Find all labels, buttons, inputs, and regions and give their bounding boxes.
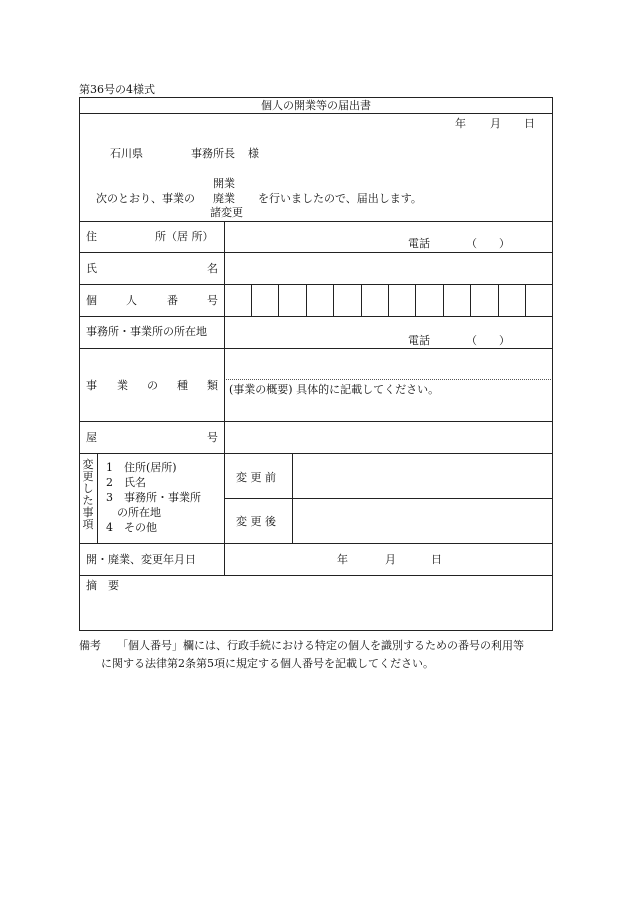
business-type-field[interactable] [225, 349, 552, 379]
individual-number-digit-box[interactable] [279, 285, 306, 316]
business-type-note: (事業の概要) 具体的に記載してください。 [229, 383, 440, 396]
changes-item: の所在地 [106, 506, 161, 519]
address-phone-parens: （ ） [466, 237, 510, 250]
change-date-label: 開・廃業、変更年月日 [86, 553, 196, 566]
individual-number-digit-box[interactable] [416, 285, 443, 316]
individual-number-digit-box[interactable] [526, 285, 552, 316]
addressee-honorific: 様 [248, 147, 259, 160]
individual-number-char: 番 [167, 294, 178, 307]
individual-number-char: 人 [126, 294, 137, 307]
office-phone-parens: （ ） [466, 334, 510, 347]
date-month: 月 [490, 117, 501, 130]
address-label-a: 住 [86, 230, 97, 243]
business-type-char: 事 [86, 379, 97, 392]
changes-item: 1 住所(居所) [106, 461, 177, 474]
individual-number-digit-box[interactable] [307, 285, 333, 316]
change-after-label: 変 更 後 [236, 515, 276, 528]
trade-name-label-a: 屋 [86, 431, 97, 444]
change-date-day: 日 [431, 553, 442, 566]
office-phone-label: 電話 [408, 334, 430, 347]
addressee-office-head: 事務所長 [191, 147, 235, 160]
change-date-field[interactable] [225, 544, 552, 575]
date-year: 年 [455, 117, 466, 130]
name-field[interactable] [225, 253, 552, 284]
trade-name-label-b: 号 [207, 431, 218, 444]
business-type-char: 業 [117, 379, 128, 392]
individual-number-digit-box[interactable] [225, 285, 251, 316]
change-before-field[interactable] [293, 454, 552, 498]
footnote-label: 備考 [79, 639, 101, 652]
individual-number-digit-box[interactable] [389, 285, 415, 316]
name-label-a: 氏 [86, 262, 97, 275]
declaration-option-change: 諸変更 [210, 206, 243, 219]
individual-number-char: 号 [207, 294, 218, 307]
change-after-field[interactable] [293, 499, 552, 543]
changes-item: 3 事務所・事業所 [106, 491, 201, 504]
address-label-b: 所（居 所） [155, 230, 214, 243]
individual-number-digit-box[interactable] [252, 285, 278, 316]
form-number: 第36号の4様式 [79, 83, 155, 96]
trade-name-field[interactable] [225, 422, 552, 453]
individual-number-digit-box[interactable] [362, 285, 388, 316]
changes-item: 4 その他 [106, 521, 157, 534]
name-label-b: 名 [207, 262, 218, 275]
change-date-month: 月 [385, 553, 396, 566]
business-type-char: 種 [177, 379, 188, 392]
footnote-line-2: に関する法律第2条第5項に規定する個人番号を記載してください。 [101, 657, 434, 670]
change-date-year: 年 [337, 553, 348, 566]
changes-side-label: 変更した事項 [82, 458, 94, 531]
business-overview-field[interactable] [225, 380, 552, 421]
business-type-char: の [147, 379, 158, 392]
declaration-prefix: 次のとおり、事業の [96, 192, 195, 205]
changes-item: 2 氏名 [106, 476, 146, 489]
individual-number-digit-box[interactable] [499, 285, 525, 316]
date-day: 日 [524, 117, 535, 130]
office-location-label: 事務所・事業所の所在地 [86, 325, 207, 338]
form-title: 個人の開業等の届出書 [261, 99, 371, 112]
declaration-option-open: 開業 [213, 177, 235, 190]
individual-number-digit-box[interactable] [444, 285, 470, 316]
individual-number-char: 個 [86, 294, 97, 307]
address-phone-label: 電話 [408, 237, 430, 250]
declaration-suffix: を行いましたので、届出します。 [258, 192, 422, 205]
change-before-label: 変 更 前 [236, 471, 276, 484]
individual-number-digit-box[interactable] [334, 285, 361, 316]
remarks-field[interactable] [80, 592, 552, 630]
business-type-char: 類 [207, 379, 218, 392]
addressee-prefecture: 石川県 [110, 147, 143, 160]
declaration-option-close: 廃業 [213, 192, 235, 205]
individual-number-digit-box[interactable] [471, 285, 498, 316]
footnote-line-1: 「個人番号」欄には、行政手続における特定の個人を識別するための番号の利用等 [117, 639, 524, 652]
remarks-label: 摘 要 [86, 579, 119, 592]
